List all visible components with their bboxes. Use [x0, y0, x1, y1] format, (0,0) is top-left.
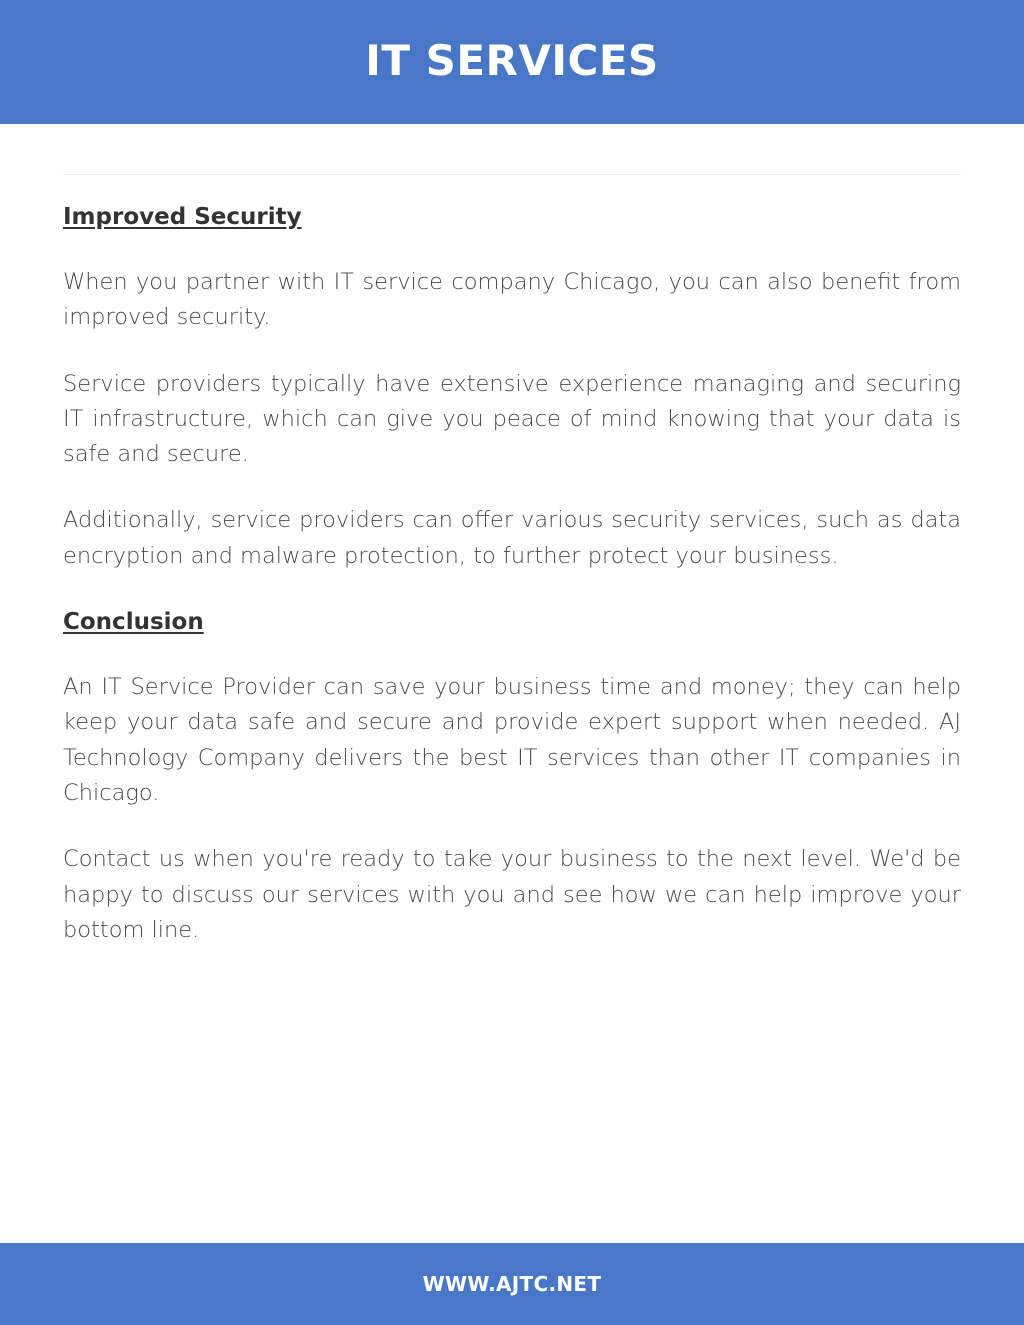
website-link[interactable]: WWW.AJTC.NET	[422, 1272, 602, 1296]
paragraph: An IT Service Provider can save your business time and money; they can help keep your data safe and secure and provide expert support when needed. AJ Technology Company delivers the best IT services than other IT companies in Chicago.	[63, 674, 961, 806]
page-footer	[0, 1243, 1024, 1325]
section-improved-security	[63, 200, 961, 574]
section-conclusion	[63, 605, 961, 948]
document-body	[63, 200, 961, 979]
paragraph: Service providers typically have extensive experience managing and securing IT infrastructure, which can give you peace of mind knowing that your data is safe and secure.	[63, 370, 961, 468]
header-divider	[63, 174, 961, 175]
paragraph: Contact us when you're ready to take your business to the next level. We'd be happy to discuss our services with you and see how we can help improve your bottom line.	[63, 846, 961, 943]
page-title: IT SERVICES	[365, 35, 659, 85]
section-heading: Improved Security	[63, 204, 302, 230]
paragraph: Additionally, service providers can offer various security services, such as data encryption and malware protection, to further protect your business.	[63, 507, 961, 569]
paragraph: When you partner with IT service company Chicago, you can also benefit from improved security.	[63, 269, 961, 331]
section-heading: Conclusion	[63, 609, 204, 636]
page-header	[0, 0, 1024, 124]
